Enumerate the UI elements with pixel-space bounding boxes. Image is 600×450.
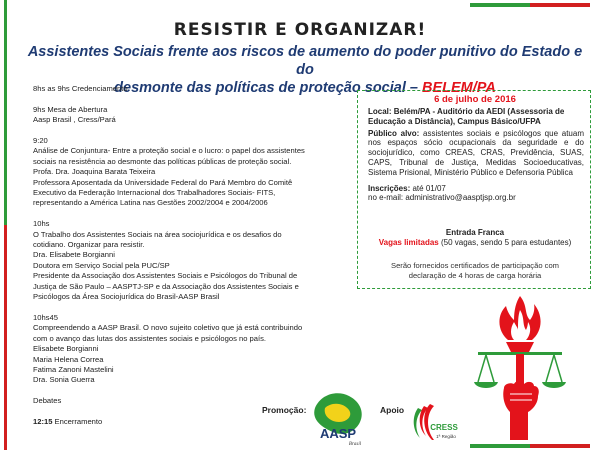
schedule-block-encerramento: 12:15 Encerramento bbox=[33, 416, 103, 426]
aasp-logo-text: AASP bbox=[319, 426, 357, 441]
cress-logo bbox=[408, 400, 460, 446]
top-edge-stripe bbox=[470, 3, 590, 7]
left-edge-stripe bbox=[4, 0, 7, 450]
schedule-column bbox=[33, 84, 353, 438]
schedule-block-trabalho: 10hs O Trabalho dos Assistentes Sociais na área sociojurídica e os desafios do cotidiano. Organizar para resistir. Dra. Elisabete Borgianni Doutora em Serviço Social pela PUC/SP Presidente da Associação dos Assistentes Sociais e Psicólogos do Tribunal de Justiça de São Paulo – AASPTJ-SP e da Associação dos Assistentes Sociais e Psicólogos da Área Sociojurídica do Brasil-AASP Brasil bbox=[33, 219, 353, 302]
aasp-logo-subtext: Brasil bbox=[348, 442, 362, 446]
bottom-edge-stripe bbox=[470, 444, 590, 448]
schedule-block-aasp: 10hs45 Compreendendo a AASP Brasil. O novo sujeito coletivo que já está contribuindo com o avanço das lutas dos assistentes sociais e psicólogos no país. Elisabete Borgianni Maria Helena Correa Fatima Zanoni Mastelini Dra. Sonia Guerra bbox=[33, 313, 353, 386]
subtitle-location: BELEM/PA bbox=[421, 80, 496, 96]
aasp-brasil-logo bbox=[307, 388, 369, 446]
schedule-time: 10hs45 bbox=[33, 312, 58, 322]
schedule-time: 12:15 bbox=[33, 416, 53, 426]
certificate-note: Serão fornecidos certificados de participação com declaração de 4 horas de carga horária bbox=[391, 261, 559, 280]
subtitle-line-2: desmonte das políticas de proteção social – BELEM/PA bbox=[114, 80, 496, 96]
schedule-block-credenciamento: 8hs as 9hs Credenciamento bbox=[33, 84, 128, 93]
schedule-block-conjuntura: 9:20 Análise de Conjuntura- Entre a proteção social e o lucro: o papel dos assistentes sociais na resistência ao desmonte das políticas públicas de proteção social. Profa. Dra. Joaquina Barata Teixeira Professora Aposentada da Universidade Federal do Pará Membro do Comitê Executivo da Federação Internacional dos Trabalhadores Sociais- FITS, representando a América Latina nas Gestões 2002/2004 e 2004/2006 bbox=[33, 136, 353, 209]
support-label: Apoio bbox=[380, 405, 405, 415]
schedule-time: 9:20 bbox=[33, 136, 48, 145]
registration-deadline: Inscrições: até 01/07 bbox=[368, 183, 446, 193]
event-date: 6 de julho de 2016 bbox=[434, 94, 516, 105]
cress-logo-text: CRESS bbox=[430, 423, 458, 432]
schedule-time: 10hs bbox=[33, 219, 50, 229]
limited-seats: Vagas limitadas bbox=[378, 238, 439, 247]
free-entry: Entrada Franca bbox=[445, 228, 505, 237]
registration-email[interactable]: no e-mail: administrativo@aasptjsp.org.br bbox=[368, 193, 516, 203]
entry-info: Entrada Franca Vagas limitadas (50 vagas, sendo 5 para estudantes) bbox=[358, 228, 592, 248]
promotion-label: Promoção: bbox=[262, 405, 307, 415]
justice-torch-emblem bbox=[470, 292, 570, 442]
event-location: Local: Belém/PA - Auditório da AEDI (Assessoria de Educação a Distância), Campus Básico/UFPA bbox=[368, 107, 565, 126]
cress-logo-subtext: 1ª Região bbox=[436, 434, 456, 439]
schedule-block-abertura: 9hs Mesa de Abertura Aasp Brasil , Cress/Pará bbox=[33, 104, 116, 125]
event-details bbox=[368, 107, 584, 203]
target-audience: Público alvo: assistentes sociais e psicólogos que atuam nos espaços sócio ocupacionais da seguridade e do sociojurídico, como CREAS, CRAS, Previdência, SUAS, CAPS, Tribunal de Justiça, Medidas Socioeducativas, Sistema Prisional, Ministério Público e Defensoria Pública bbox=[368, 128, 584, 177]
page-title: RESISTIR E ORGANIZAR! bbox=[173, 20, 427, 40]
subtitle-line-1: Assistentes Sociais frente aos riscos de aumento do poder punitivo do Estado e do bbox=[27, 44, 583, 78]
schedule-block-debates: Debates bbox=[33, 396, 62, 406]
event-info-box bbox=[357, 90, 591, 289]
